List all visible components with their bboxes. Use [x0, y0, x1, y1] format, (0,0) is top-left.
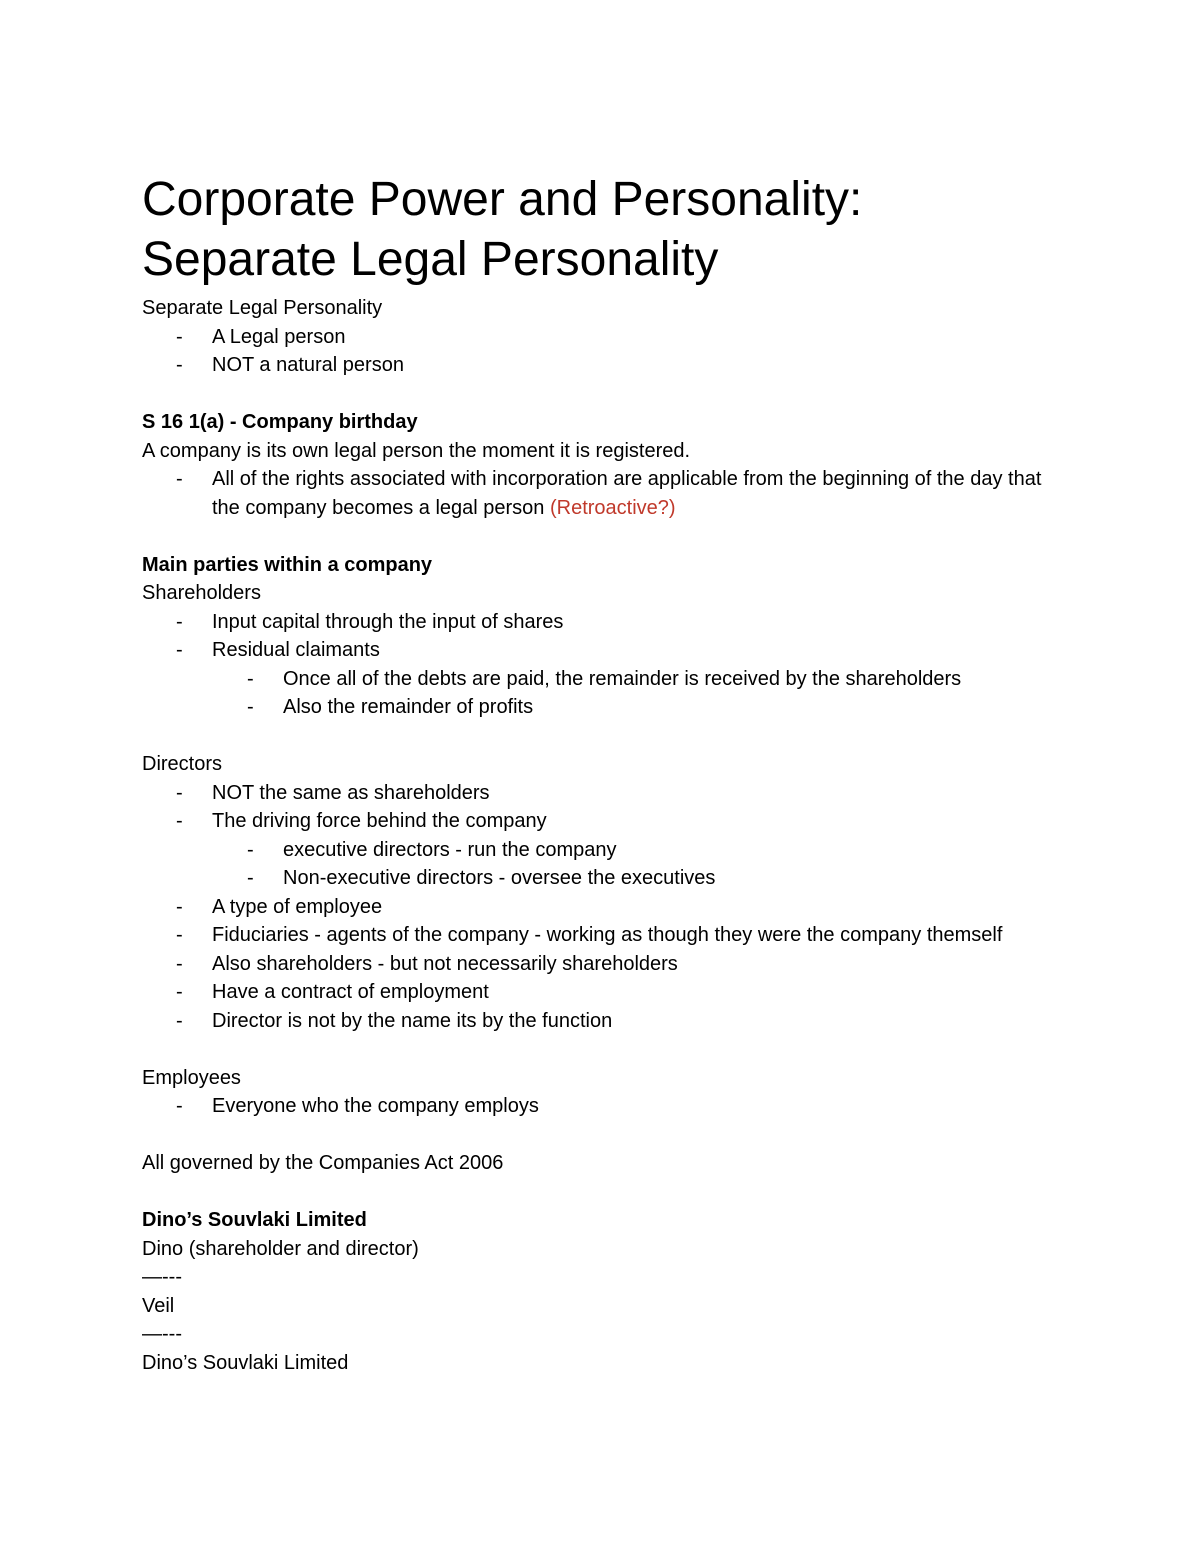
section-heading: S 16 1(a) - Company birthday	[142, 411, 418, 433]
list-item: - A Legal person	[142, 323, 1042, 352]
paragraph: Veil	[142, 1294, 175, 1317]
list-item: - Everyone who the company employs	[142, 1092, 1042, 1121]
sub-list-item: - Also the remainder of profits	[142, 693, 1042, 722]
list-item: - Fiduciaries - agents of the company - working as though they were the company themself	[142, 921, 1042, 950]
spacer	[142, 1178, 1042, 1207]
dash-bullet: -	[247, 696, 254, 718]
bullet-list	[142, 608, 1042, 722]
dash-bullet: -	[176, 952, 183, 975]
dash-bullet: -	[176, 810, 183, 832]
section-heading: Separate Legal Personality	[142, 297, 383, 319]
title-line-1: Corporate Power and Personality:	[142, 173, 863, 226]
separator-text: —---	[142, 1266, 182, 1288]
dash-bullet: -	[176, 1009, 183, 1032]
group-label: Employees	[142, 1066, 241, 1089]
dash-bullet: -	[247, 867, 254, 889]
list-item: - The driving force behind the company	[142, 807, 1042, 836]
list-item: - NOT a natural person	[142, 351, 1042, 380]
sub-list-item: - Once all of the debts are paid, the remainder is received by the shareholders	[142, 665, 1042, 694]
bullet-list	[142, 779, 1042, 1036]
section-heading: Main parties within a company	[142, 553, 433, 576]
list-item: - Director is not by the name its by the function	[142, 1007, 1042, 1036]
dash-bullet: -	[176, 781, 183, 804]
dash-bullet: -	[176, 325, 183, 348]
bullet-list	[142, 465, 1042, 522]
paragraph: All governed by the Companies Act 2006	[142, 1152, 504, 1174]
document-page	[142, 170, 1042, 1377]
dash-bullet: -	[176, 895, 183, 918]
paragraph: A company is its own legal person the moment it is registered.	[142, 439, 691, 462]
list-item: - Also shareholders - but not necessarily shareholders	[142, 950, 1042, 979]
spacer	[142, 1121, 1042, 1150]
dash-bullet: -	[176, 610, 183, 633]
highlighted-note: (Retroactive?)	[549, 496, 676, 519]
paragraph: Dino (shareholder and director)	[142, 1237, 419, 1260]
separator-text: —---	[142, 1323, 182, 1345]
spacer	[142, 380, 1042, 409]
group-label: Directors	[142, 753, 223, 775]
list-item: - A type of employee	[142, 893, 1042, 922]
list-item: - NOT the same as shareholders	[142, 779, 1042, 808]
list-item: - Have a contract of employment	[142, 978, 1042, 1007]
dash-bullet: -	[176, 354, 183, 376]
dash-bullet: -	[247, 838, 254, 861]
list-item: - Residual claimants	[142, 636, 1042, 665]
paragraph: Dino’s Souvlaki Limited	[142, 1351, 349, 1374]
bullet-list	[142, 323, 1042, 380]
spacer	[142, 722, 1042, 751]
dash-bullet: -	[176, 639, 183, 661]
dash-bullet: -	[247, 667, 254, 690]
section-heading: Dino’s Souvlaki Limited	[142, 1209, 367, 1231]
dash-bullet: -	[176, 924, 183, 946]
sub-list-item: - Non-executive directors - oversee the executives	[142, 864, 1042, 893]
bullet-list	[142, 1092, 1042, 1121]
list-item: - Input capital through the input of shares	[142, 608, 1042, 637]
title-line-2: Separate Legal Personality	[142, 233, 719, 286]
dash-bullet: -	[176, 981, 183, 1003]
document-title	[142, 170, 1042, 290]
sub-list-item: - executive directors - run the company	[142, 836, 1042, 865]
group-label: Shareholders	[142, 582, 261, 604]
spacer	[142, 1035, 1042, 1064]
dash-bullet: -	[176, 468, 183, 490]
dash-bullet: -	[176, 1095, 183, 1117]
list-item: - All of the rights associated with incorporation are applicable from the beginning of the day that the company becomes a legal person (Retroactive?)	[142, 465, 1042, 522]
spacer	[142, 522, 1042, 551]
